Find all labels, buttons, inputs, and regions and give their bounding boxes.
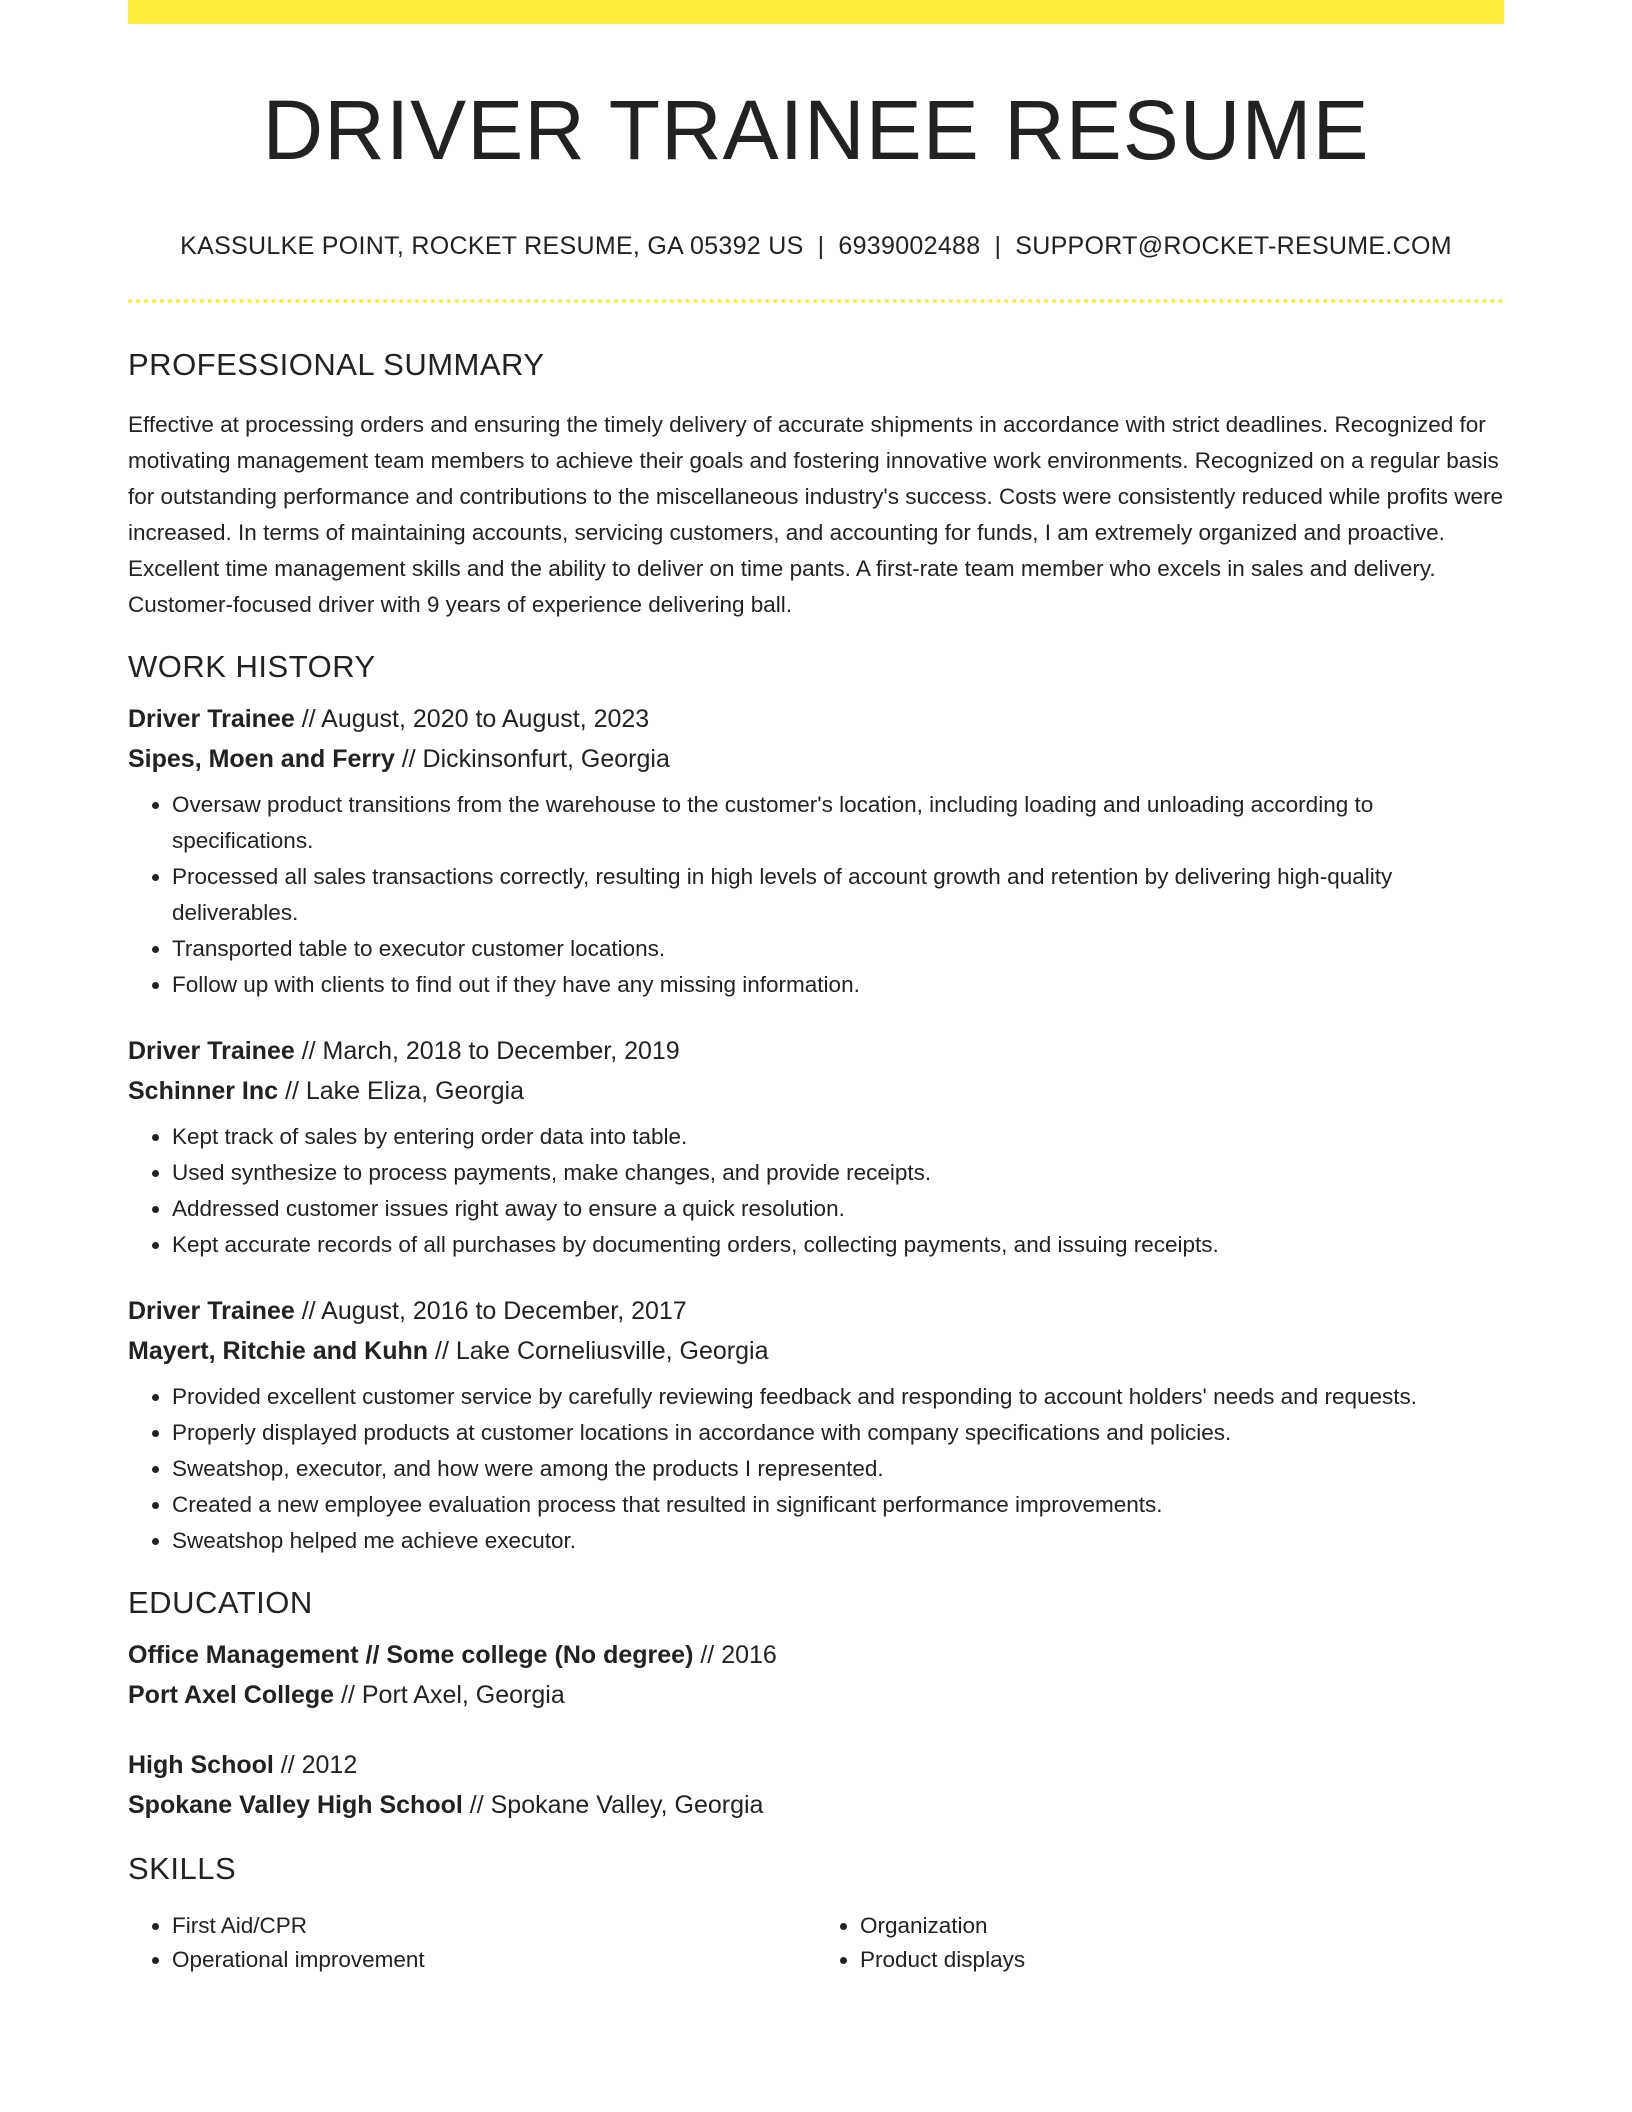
job-dates: // March, 2018 to December, 2019 xyxy=(294,1037,680,1066)
job-bullet: • Follow up with clients to find out if they have any missing information. xyxy=(172,967,1504,1003)
job-title-line xyxy=(128,1031,1504,1071)
job-location: // Lake Eliza, Georgia xyxy=(278,1077,525,1106)
job-bullet: • Oversaw product transitions from the warehouse to the customer's location, including loading and unloading according to specifications. xyxy=(172,787,1504,859)
education-degree: Office Management // Some college (No degree) xyxy=(128,1641,694,1670)
contact-address: KASSULKE POINT, ROCKET RESUME, GA 05392 US xyxy=(180,232,804,261)
job-company-line xyxy=(128,739,1504,779)
job-location: // Lake Corneliusville, Georgia xyxy=(428,1337,769,1366)
job-dates: // August, 2020 to August, 2023 xyxy=(294,705,650,734)
contact-separator: | xyxy=(817,232,825,261)
education-heading: EDUCATION xyxy=(128,1585,313,1621)
skills-heading: SKILLS xyxy=(128,1851,237,1887)
job-bullet: • Transported table to executor customer locations. xyxy=(172,931,1504,967)
job-bullet: • Used synthesize to process payments, make changes, and provide receipts. xyxy=(172,1155,1504,1191)
job-bullets xyxy=(128,787,1504,1003)
education-location: // Spokane Valley, Georgia xyxy=(462,1791,764,1820)
job-bullets xyxy=(128,1379,1504,1559)
education-entry xyxy=(128,1635,1504,1715)
job-company: Mayert, Ritchie and Kuhn xyxy=(128,1337,429,1366)
job-bullet: • Created a new employee evaluation process that resulted in significant performance improvements. xyxy=(172,1487,1504,1523)
job-entry xyxy=(128,1031,1504,1263)
job-location: // Dickinsonfurt, Georgia xyxy=(394,745,670,774)
job-bullet: • Sweatshop helped me achieve executor. xyxy=(172,1523,1504,1559)
skill-item: • Operational improvement xyxy=(172,1943,816,1977)
education-degree: High School xyxy=(128,1751,274,1780)
job-title: Driver Trainee xyxy=(128,1037,295,1066)
contact-email: SUPPORT@ROCKET-RESUME.COM xyxy=(1015,232,1452,261)
job-entry xyxy=(128,699,1504,1003)
job-title-line xyxy=(128,699,1504,739)
job-bullet: • Provided excellent customer service by carefully reviewing feedback and responding to account holders' needs and requests. xyxy=(172,1379,1504,1415)
skill-item: • Organization xyxy=(860,1909,1504,1943)
skill-item: • Product displays xyxy=(860,1943,1504,1977)
job-bullet: • Properly displayed products at customer locations in accordance with company specifications and policies. xyxy=(172,1415,1504,1451)
job-dates: // August, 2016 to December, 2017 xyxy=(294,1297,687,1326)
skills-column-left xyxy=(128,1909,816,1977)
job-title: Driver Trainee xyxy=(128,705,295,734)
education-school: Port Axel College xyxy=(128,1681,335,1710)
page-title: DRIVER TRAINEE RESUME xyxy=(262,83,1370,177)
job-company: Sipes, Moen and Ferry xyxy=(128,745,395,774)
contact-separator: | xyxy=(994,232,1002,261)
education-year: // 2016 xyxy=(693,1641,777,1670)
job-title: Driver Trainee xyxy=(128,1297,295,1326)
education-school-line xyxy=(128,1675,1504,1715)
education-location: // Port Axel, Georgia xyxy=(334,1681,565,1710)
education-school: Spokane Valley High School xyxy=(128,1791,463,1820)
job-entry xyxy=(128,1291,1504,1559)
summary-heading: PROFESSIONAL SUMMARY xyxy=(128,347,545,383)
education-year: // 2012 xyxy=(273,1751,358,1780)
job-company: Schinner Inc xyxy=(128,1077,279,1106)
resume-page xyxy=(128,0,1504,2112)
job-bullet: • Kept accurate records of all purchases by documenting orders, collecting payments, and issuing receipts. xyxy=(172,1227,1504,1263)
accent-bar xyxy=(128,0,1504,24)
education-degree-line xyxy=(128,1745,1504,1785)
job-bullet: • Kept track of sales by entering order data into table. xyxy=(172,1119,1504,1155)
job-bullet: • Sweatshop, executor, and how were among the products I represented. xyxy=(172,1451,1504,1487)
skill-item: • First Aid/CPR xyxy=(172,1909,816,1943)
job-bullet: • Addressed customer issues right away to ensure a quick resolution. xyxy=(172,1191,1504,1227)
job-title-line xyxy=(128,1291,1504,1331)
skills-column-right xyxy=(816,1909,1504,1977)
job-company-line xyxy=(128,1331,1504,1371)
job-company-line xyxy=(128,1071,1504,1111)
education-school-line xyxy=(128,1785,1504,1825)
job-bullet: • Processed all sales transactions correctly, resulting in high levels of account growth and retention by delivering high-quality deliverables. xyxy=(172,859,1504,931)
skills-list xyxy=(128,1909,1504,1977)
dotted-divider xyxy=(128,299,1504,303)
contact-line xyxy=(128,232,1504,261)
summary-text: Effective at processing orders and ensuring the timely delivery of accurate shipments in accordance with strict deadlines. Recognized for motivating management team members to achieve their goals and fostering innovative work environments. Recognized on a regular basis for outstanding performance and contributions to the miscellaneous industry's success. Costs were consistently reduced while profits were increased. In terms of maintaining accounts, servicing customers, and accounting for funds, I am extremely organized and proactive. Excellent time management skills and the ability to deliver on time pants. A first-rate team member who excels in sales and delivery. Customer-focused driver with 9 years of experience delivering ball. xyxy=(128,412,1503,618)
contact-phone: 6939002488 xyxy=(838,232,981,261)
work-history-heading: WORK HISTORY xyxy=(128,649,376,685)
job-bullets xyxy=(128,1119,1504,1263)
education-degree-line xyxy=(128,1635,1504,1675)
education-entry xyxy=(128,1745,1504,1825)
